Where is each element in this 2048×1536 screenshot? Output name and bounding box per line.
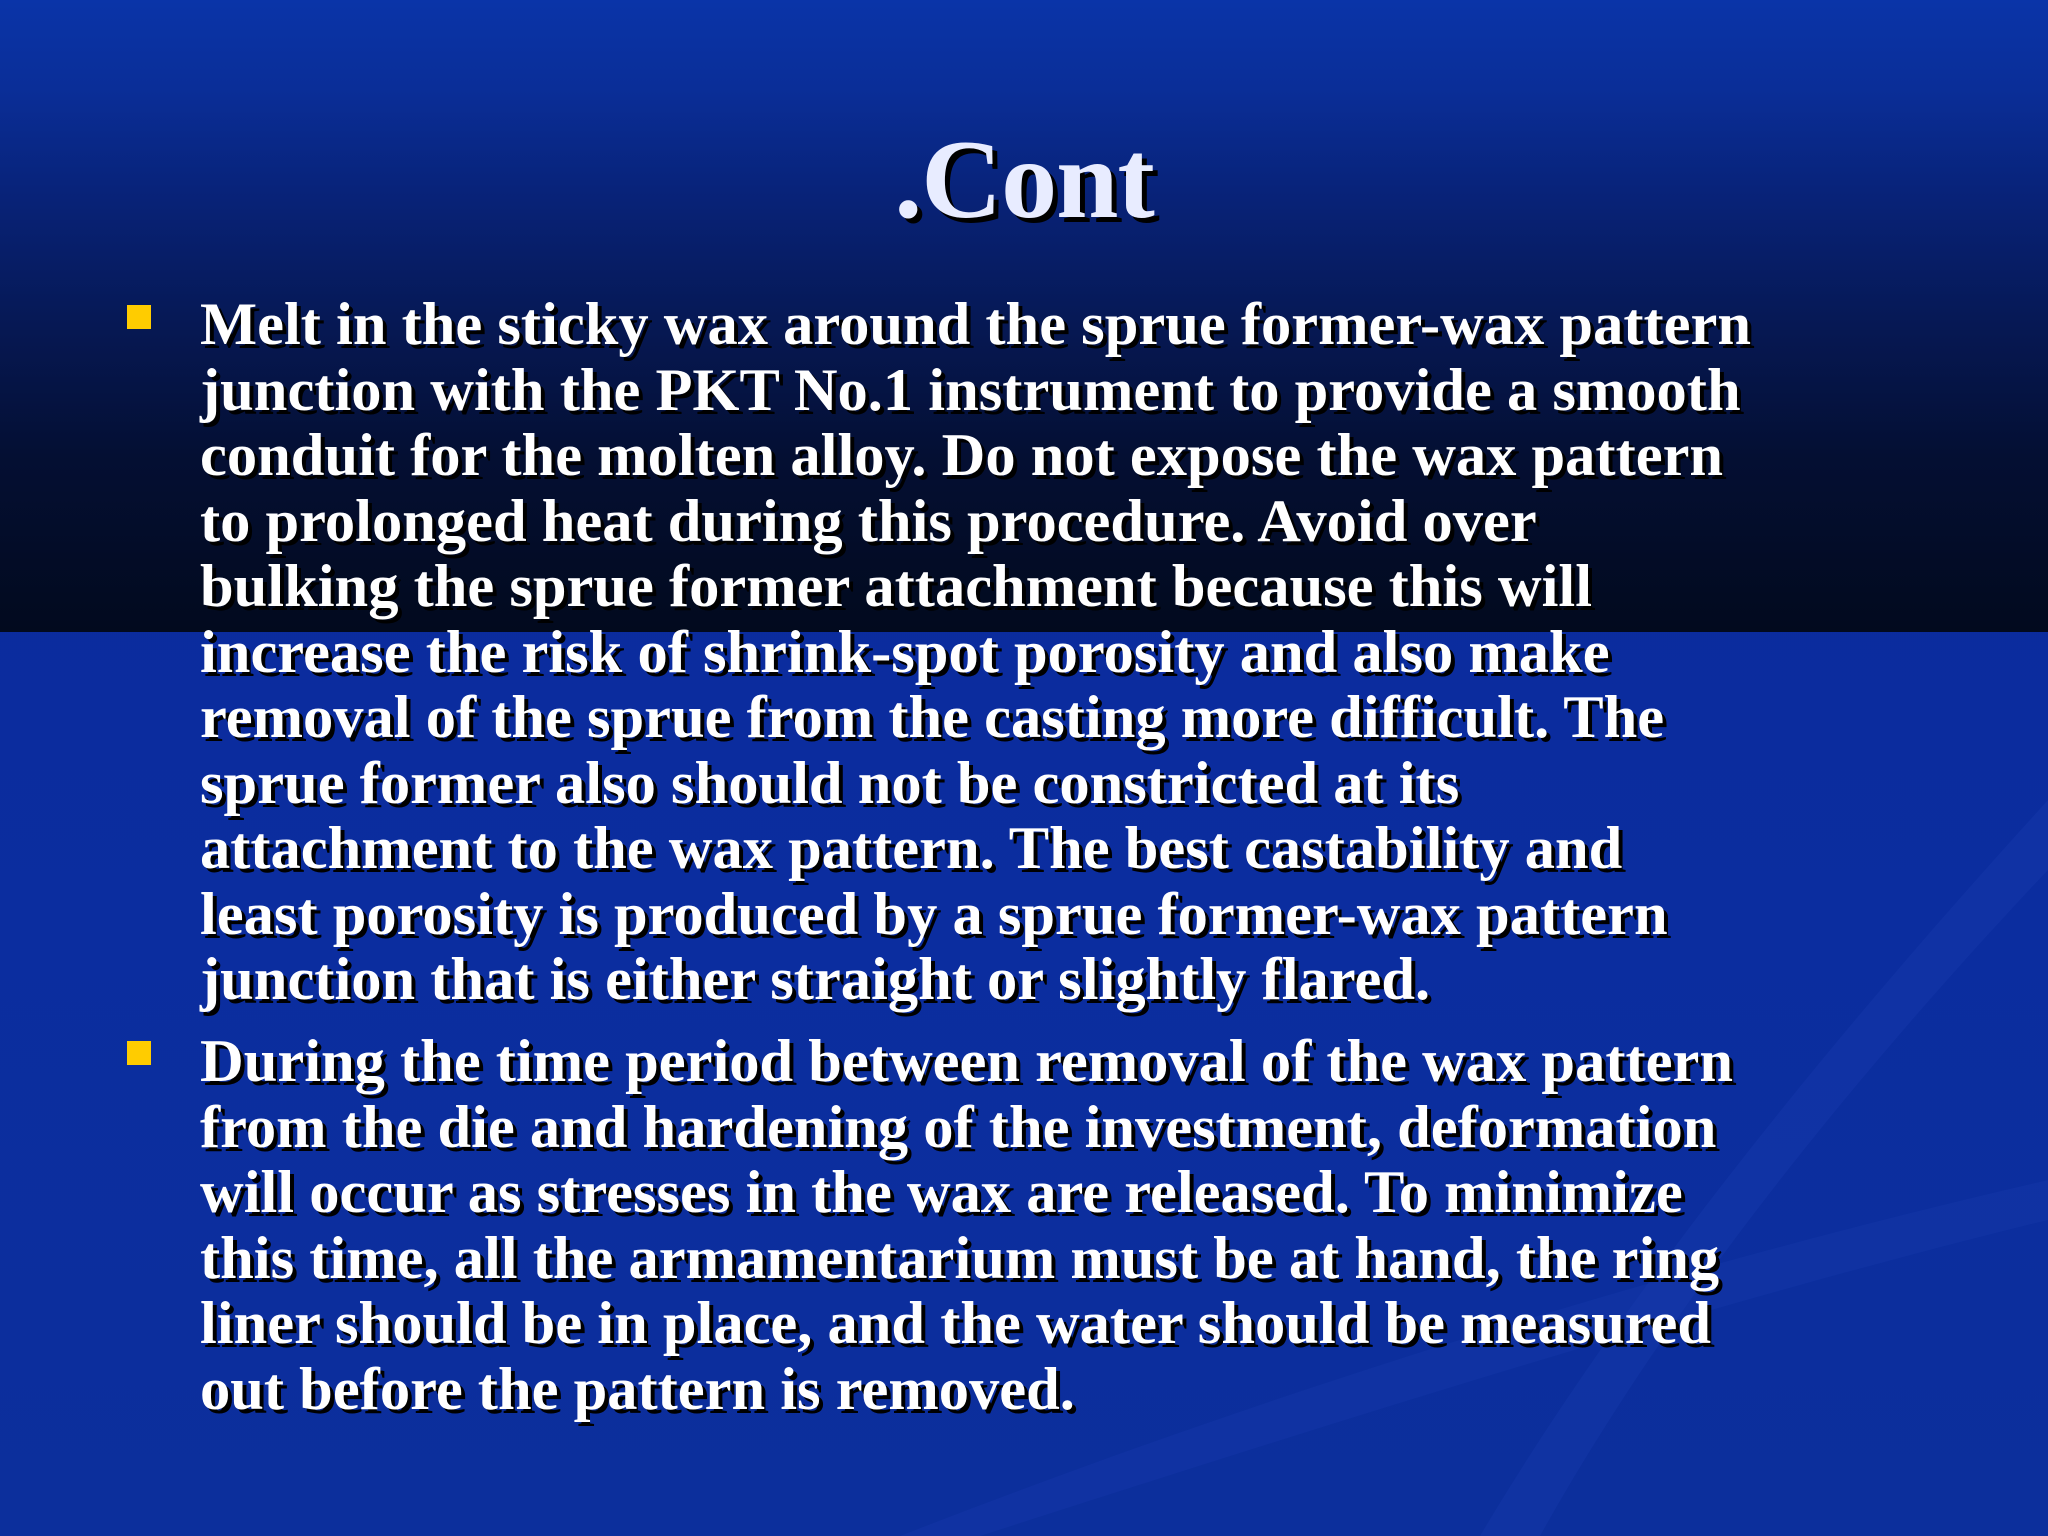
- bullet-line: attachment to the wax pattern. The best castability and: [200, 815, 1623, 882]
- bullet-line: junction that is either straight or slightly flared.: [200, 946, 1431, 1013]
- bullet-line: removal of the sprue from the casting more difficult. The: [200, 684, 1665, 751]
- bullet-line: this time, all the armamentarium must be at hand, the ring: [200, 1224, 1720, 1292]
- bullet-line: increase the risk of shrink-spot porosity and also make: [200, 618, 1610, 686]
- bullet-line: liner should be in place, and the water should be measured: [200, 1290, 1712, 1357]
- bullet-line: bulking the sprue former attachment because this will: [200, 553, 1593, 620]
- bullet-line: Melt in the sticky wax around the sprue former-wax pattern: [200, 291, 1751, 358]
- bullet-item-1: [200, 292, 1960, 1013]
- slide-title: .Cont: [894, 118, 1154, 242]
- bullet-square-icon: [127, 305, 151, 329]
- bullet-line: conduit for the molten alloy. Do not expose the wax pattern: [200, 422, 1724, 489]
- bullet-line: sprue former also should not be constricted at its: [200, 749, 1460, 817]
- bullet-line: will occur as stresses in the wax are released. To minimize: [200, 1159, 1683, 1226]
- bullet-line: from the die and hardening of the investment, deformation: [200, 1093, 1717, 1161]
- bullet-line: out before the pattern is removed.: [200, 1355, 1075, 1423]
- bullet-line: to prolonged heat during this procedure. Avoid over: [200, 487, 1537, 555]
- bullet-item-2: [200, 1029, 1960, 1422]
- bullet-line: least porosity is produced by a sprue former-wax pattern: [200, 880, 1668, 948]
- bullet-line: During the time period between removal of the wax pattern: [200, 1028, 1733, 1095]
- bullet-line: junction with the PKT No.1 instrument to provide a smooth: [200, 356, 1741, 424]
- bullet-square-icon: [127, 1041, 151, 1065]
